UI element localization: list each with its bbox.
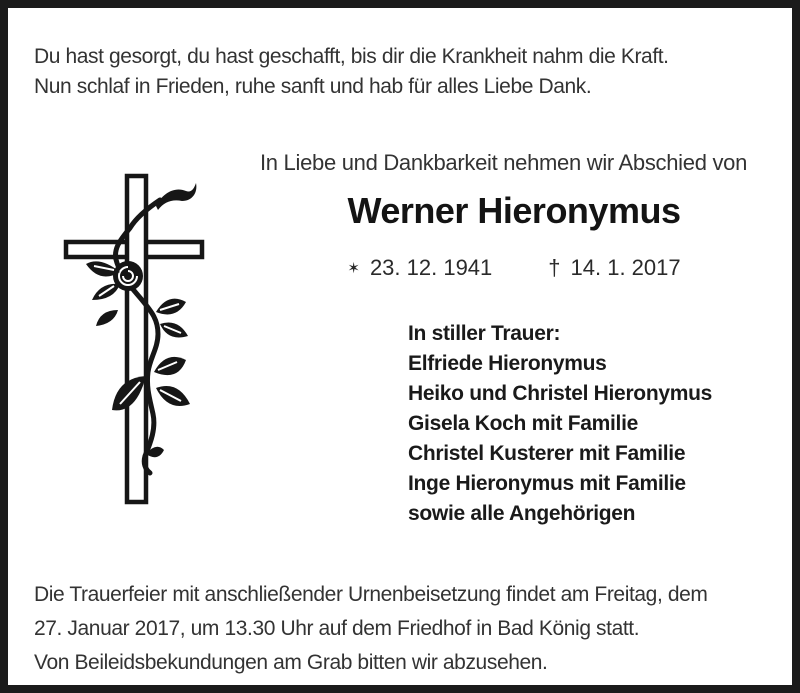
mourner-name: Heiko und Christel Hieronymus: [408, 382, 713, 405]
mourner-name: Inge Hieronymus mit Familie: [408, 472, 686, 495]
farewell-intro: In Liebe und Dankbarkeit nehmen wir Abschied von: [260, 150, 748, 175]
opening-verse: [34, 42, 669, 102]
birth-star-icon: ✶: [347, 259, 360, 277]
mourner-name: Elfriede Hieronymus: [408, 352, 607, 375]
deceased-name: Werner Hieronymus: [347, 190, 681, 231]
birth-date: 23. 12. 1941: [369, 255, 493, 280]
mourner-name: sowie alle Angehörigen: [408, 502, 636, 525]
verse-line-1: Du hast gesorgt, du hast geschafft, bis dir die Krankheit nahm die Kraft.: [34, 45, 669, 68]
funeral-info-line-2: 27. Januar 2017, um 13.30 Uhr auf dem Friedhof in Bad König statt.: [34, 617, 640, 640]
verse-line-2: Nun schlaf in Frieden, ruhe sanft und hab für alles Liebe Dank.: [34, 75, 592, 98]
funeral-info: [34, 578, 707, 680]
funeral-info-line-1: Die Trauerfeier mit anschließender Urnenbeisetzung findet am Freitag, dem: [34, 583, 708, 606]
death-cross-icon: †: [548, 255, 561, 280]
death-date-group: [548, 254, 680, 282]
mourners-header: In stiller Trauer:: [408, 322, 561, 345]
funeral-info-line-3: Von Beileidsbekundungen am Grab bitten wir abzusehen.: [34, 651, 548, 674]
mourners-block: [408, 319, 712, 529]
cross-with-rose-icon: [56, 166, 212, 514]
mourner-name: Gisela Koch mit Familie: [408, 412, 639, 435]
birth-date-group: [347, 254, 492, 282]
life-dates: [258, 254, 770, 282]
death-date: 14. 1. 2017: [570, 255, 681, 280]
mourner-name: Christel Kusterer mit Familie: [408, 442, 686, 465]
